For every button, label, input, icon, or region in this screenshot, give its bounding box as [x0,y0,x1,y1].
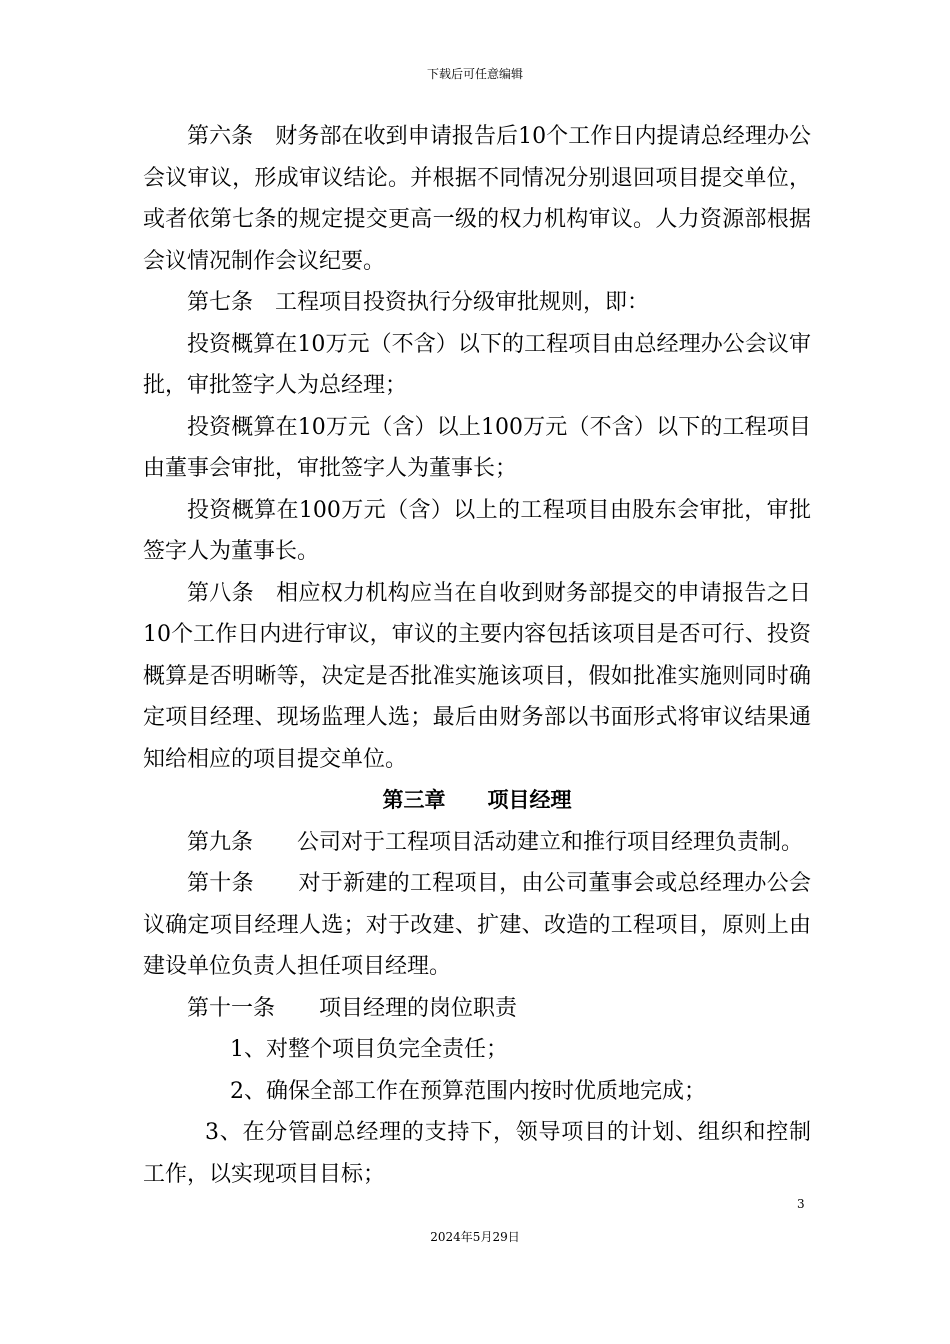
page-footer-date: 2024年5月29日 [430,1230,520,1244]
document-body [143,116,811,1195]
article-8: 第八条 相应权力机构应当在自收到财务部提交的申请报告之日10个工作日内进行审议，审议的主要内容包括该项目是否可行、投资概算是否明晰等，决定是否批准实施该项目，假如批准实施则同时确定项目经理、现场监理人选；最后由财务部以书面形式将审议结果通知给相应的项目提交单位。 [143,580,811,772]
article-11: 第十一条 项目经理的岗位职责 [187,995,518,1021]
page-header: 下载后可任意编辑 [426,67,523,81]
approval-rule-1: 投资概算在10万元（不含）以下的工程项目由总经理办公会议审批，审批签字人为总经理； [143,331,811,398]
article-6: 第六条 财务部在收到申请报告后10个工作日内提请总经理办公会议审议，形成审议结论。并根据不同情况分别退回项目提交单位，或者依第七条的规定提交更高一级的权力机构审议。人力资源部根据会议情况制作会议纪要。 [143,124,811,274]
article-7: 第七条 工程项目投资执行分级审批规则，即： [187,290,650,315]
chapter-heading: 第三章 项目经理 [382,788,572,812]
article-9: 第九条 公司对于工程项目活动建立和推行项目经理负责制。 [187,829,804,855]
article-10: 第十条 对于新建的工程项目，由公司董事会或总经理办公会议确定项目经理人选；对于改建、扩建、改造的工程项目，原则上由建设单位负责人担任项目经理。 [143,871,811,979]
duty-item-3: 3、在分管副总经理的支持下，领导项目的计划、组织和控制工作，以实现项目目标； [143,1120,811,1187]
page-number: 3 [797,1197,805,1211]
approval-rule-2: 投资概算在10万元（含）以上100万元（不含）以下的工程项目由董事会审批，审批签字人为董事长； [143,414,811,481]
duty-item-1: 1、对整个项目负完全责任； [230,1037,508,1062]
approval-rule-3: 投资概算在100万元（含）以上的工程项目由股东会审批，审批签字人为董事长。 [143,497,811,564]
duty-item-2: 2、确保全部工作在预算范围内按时优质地完成； [230,1078,706,1104]
